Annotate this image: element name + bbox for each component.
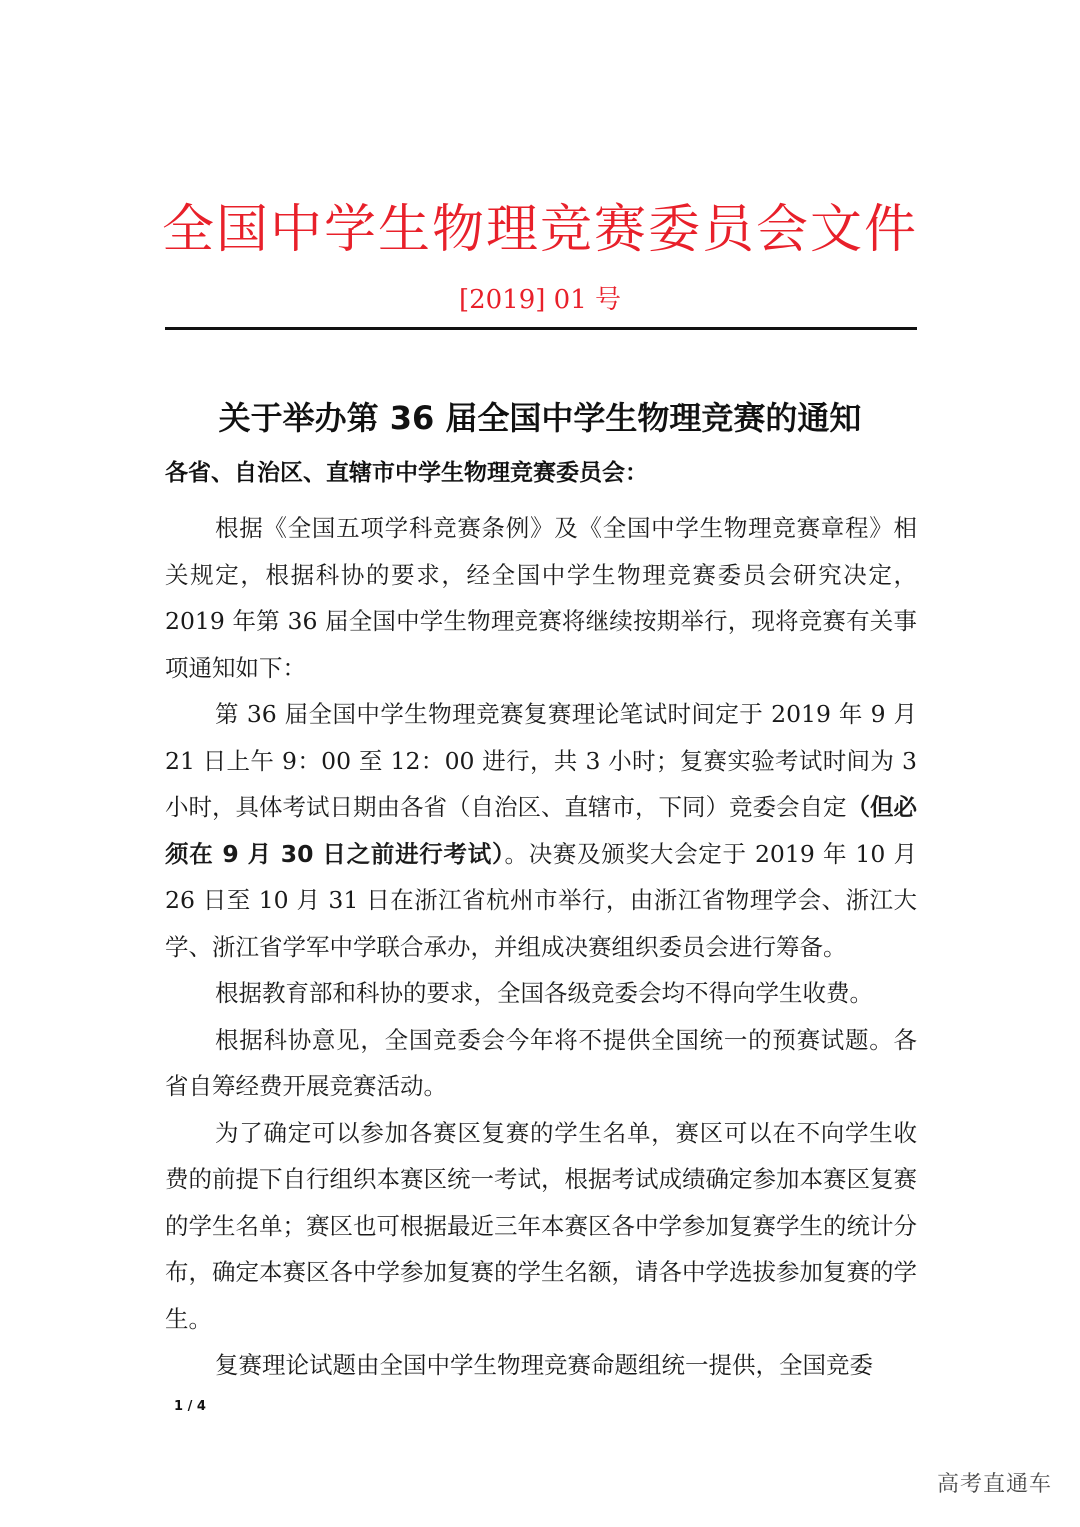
addressee: 各省、自治区、直辖市中学生物理竞赛委员会： <box>165 460 648 486</box>
paragraph-4: 根据科协意见，全国竞委会今年将不提供全国统一的预赛试题。各省自筹经费开展竞赛活动。 <box>165 1025 917 1100</box>
source-watermark: 高考直通车 <box>936 1472 1052 1497</box>
header-divider <box>165 327 917 330</box>
notice-body <box>165 505 917 1389</box>
organization-title: 全国中学生物理竞赛委员会文件 <box>161 200 918 260</box>
paragraph-3: 根据教育部和科协的要求，全国各级竞委会均不得向学生收费。 <box>215 979 873 1007</box>
paragraph-2-bold-deadline: （但必须在 9 月 30 日之前进行考试） <box>165 793 917 868</box>
paragraph-2-text-a: 第 36 届全国中学生物理竞赛复赛理论笔试时间定于 2019 年 9 月 21 日上午 9：00 至 12：00 进行，共 3 小时；复赛实验考试时间为 3 小时，具体考试日期由各省（自治区、直辖市，下同）竞委会自定 <box>165 700 917 821</box>
page-indicator: 1 / 4 <box>174 1399 206 1414</box>
document-number: [2019] 01 号 <box>458 285 622 315</box>
paragraph-1: 根据《全国五项学科竞赛条例》及《全国中学生物理竞赛章程》相关规定，根据科协的要求，经全国中学生物理竞赛委员会研究决定，2019 年第 36 届全国中学生物理竞赛将继续按期举行，现将竞赛有关事项通知如下： <box>165 514 917 682</box>
paragraph-2-text-b: 。决赛及颁奖大会定于 2019 年 10 月 26 日至 10 月 31 日在浙江省杭州市举行，由浙江省物理学会、浙江大学、浙江省学军中学联合承办，并组成决赛组织委员会进行筹备。 <box>165 839 917 961</box>
notice-title: 关于举办第 36 届全国中学生物理竞赛的通知 <box>218 399 862 437</box>
paragraph-5: 为了确定可以参加各赛区复赛的学生名单，赛区可以在不向学生收费的前提下自行组织本赛区统一考试，根据考试成绩确定参加本赛区复赛的学生名单；赛区也可根据最近三年本赛区各中学参加复赛学生的统计分布，确定本赛区各中学参加复赛的学生名额，请各中学选拔参加复赛的学生。 <box>165 1118 917 1333</box>
paragraph-6: 复赛理论试题由全国中学生物理竞赛命题组统一提供，全国竞委 <box>215 1351 873 1379</box>
paragraph-2 <box>165 691 917 970</box>
